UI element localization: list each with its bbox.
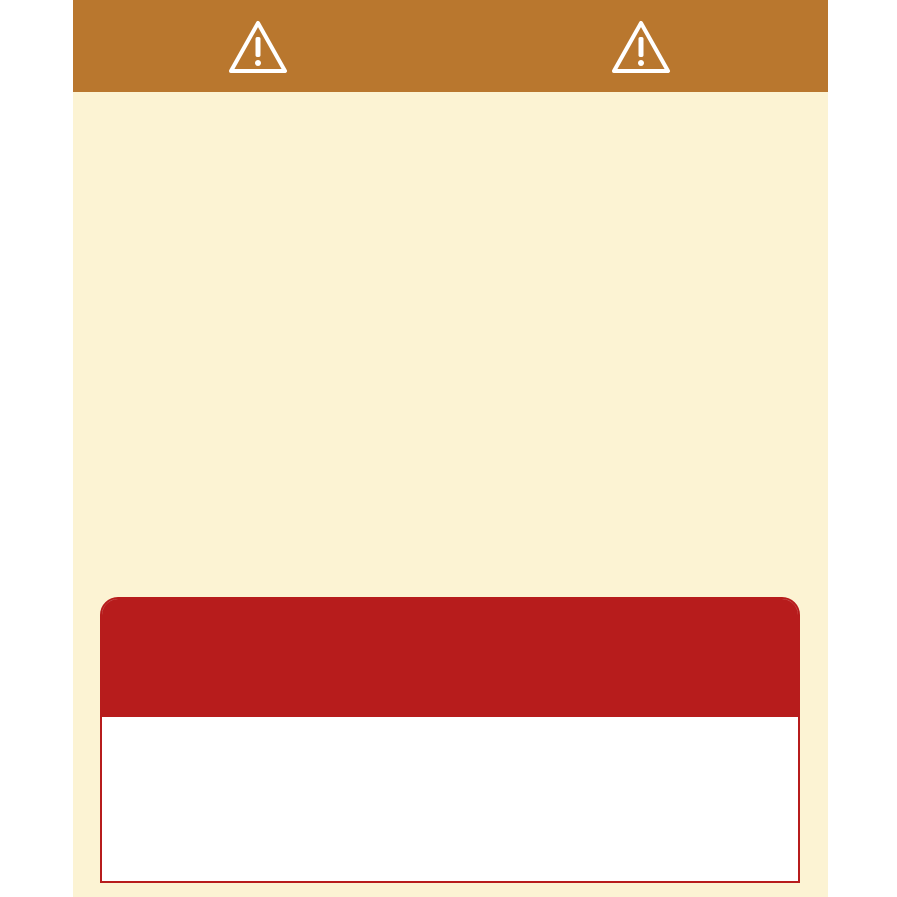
warranty-box — [100, 597, 800, 883]
notice-card — [73, 0, 828, 897]
warranty-terms — [102, 599, 800, 717]
warning-triangle-icon — [610, 19, 672, 75]
warning-triangle-icon — [227, 19, 289, 75]
notice-header — [73, 0, 828, 92]
